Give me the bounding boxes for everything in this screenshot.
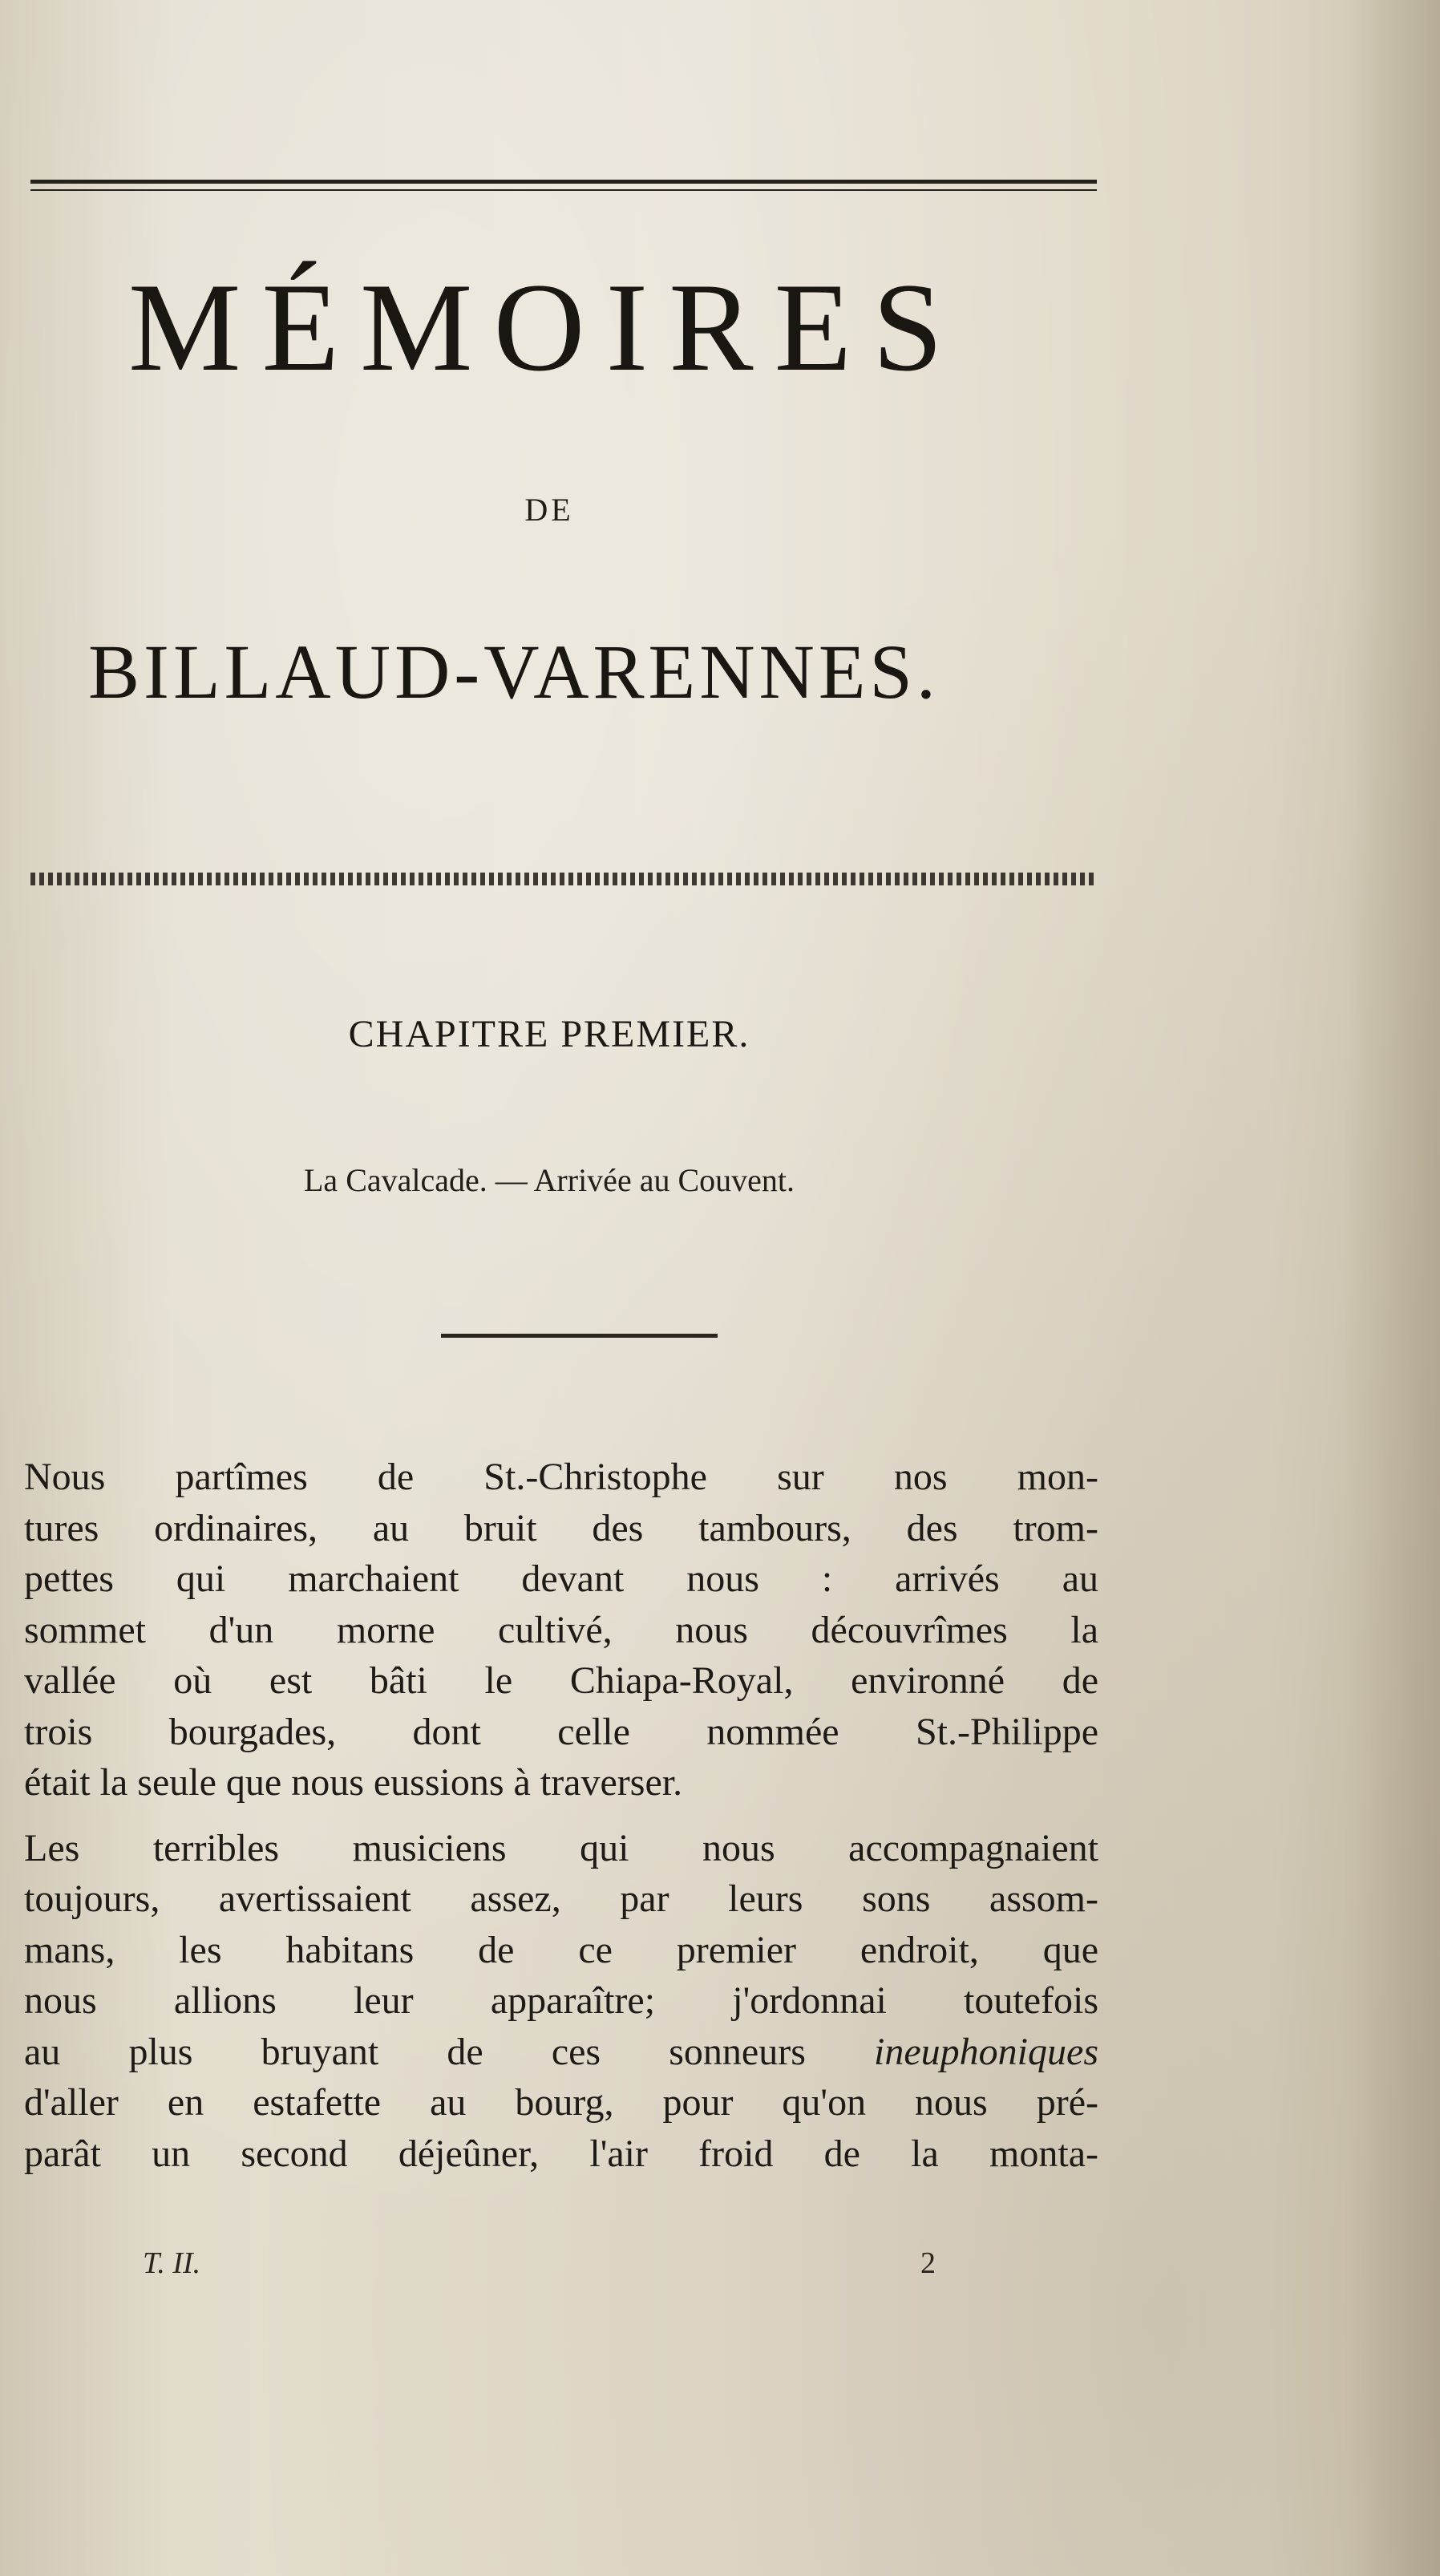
text-line-mixed (24, 2027, 1098, 2078)
text-line: sommet d'un morne cultivé, nous découvrîmes la (24, 1608, 1098, 1651)
chapter-heading: CHAPITRE PREMIER. (348, 1013, 750, 1055)
text-line: mans, les habitans de ce premier endroit, que (24, 1928, 1098, 1971)
signature-mark: T. II. (143, 2246, 201, 2280)
text-line: Les terribles musiciens qui nous accompagnaient (24, 1826, 1098, 1869)
text-line: toujours, avertissaient assez, par leurs sons assom- (24, 1877, 1098, 1920)
section-divider (441, 1334, 718, 1338)
text-line: Nous partîmes de St.-Christophe sur nos mon- (24, 1456, 1098, 1498)
text-line: tures ordinaires, au bruit des tambours, des trom- (24, 1506, 1098, 1549)
paragraph-2 (24, 1823, 1098, 2180)
text-line: vallée où est bâti le Chiapa-Royal, environné de (24, 1659, 1098, 1702)
ornamental-rule (30, 873, 1097, 885)
title-connector: DE (524, 492, 574, 528)
italic-word: ineuphoniques (874, 2030, 1098, 2073)
page-title: MÉMOIRES (128, 257, 964, 398)
top-double-rule (30, 180, 1097, 191)
text-line: parât un second déjeûner, l'air froid de la monta- (24, 2132, 1098, 2175)
chapter-subtitle: La Cavalcade. — Arrivée au Couvent. (304, 1162, 795, 1198)
body-text (24, 1452, 1098, 2179)
page-number: 2 (920, 2246, 936, 2280)
text-line: d'aller en estafette au bourg, pour qu'on nous pré- (24, 2081, 1098, 2124)
text-line: trois bourgades, dont celle nommée St.-Philippe (24, 1710, 1098, 1753)
text-line: était la seule que nous eussions à traverser. (24, 1761, 683, 1804)
text-segment: au plus bruyant de ces sonneurs (24, 2030, 806, 2073)
paragraph-1 (24, 1452, 1098, 1808)
text-line: pettes qui marchaient devant nous : arrivés au (24, 1557, 1098, 1600)
page-shadow (1344, 0, 1440, 2576)
author-name: BILLAUD-VARENNES. (88, 629, 940, 715)
text-line: nous allions leur apparaître; j'ordonnai toutefois (24, 1979, 1098, 2022)
